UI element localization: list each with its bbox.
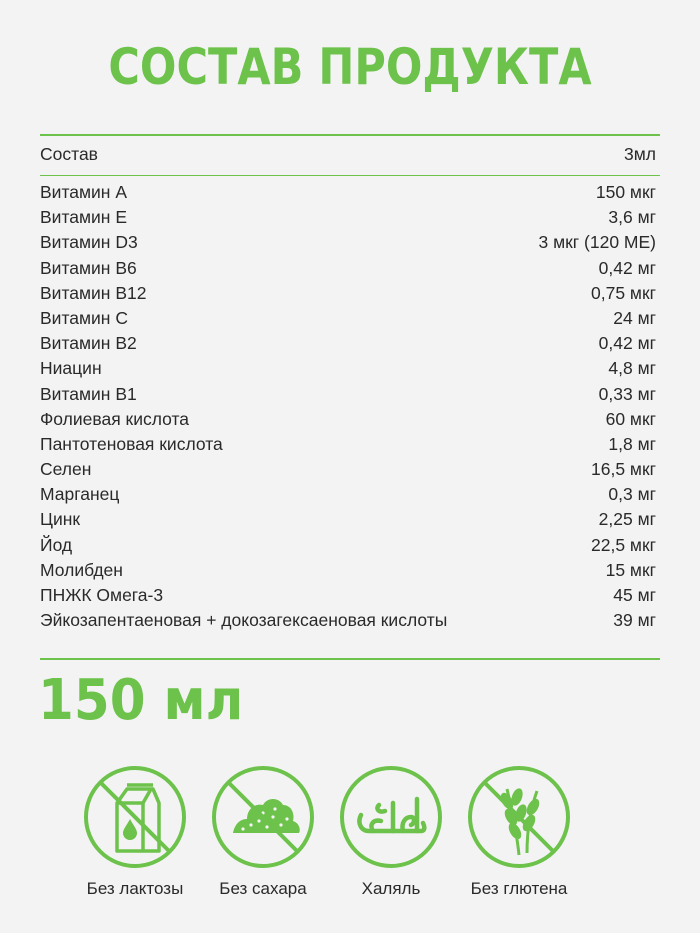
row-amount: 1,8 мг bbox=[608, 433, 656, 454]
row-name: Витамин В12 bbox=[40, 282, 147, 303]
row-name: Цинк bbox=[40, 509, 81, 530]
table-row bbox=[40, 256, 656, 281]
table-row bbox=[40, 558, 656, 583]
row-amount: 45 мг bbox=[613, 585, 656, 605]
badges-row bbox=[86, 765, 622, 905]
table-row bbox=[40, 331, 656, 356]
badge-gluten-free bbox=[454, 765, 584, 899]
table-row bbox=[40, 306, 656, 331]
table-row bbox=[40, 533, 656, 558]
row-name: Пантотеновая кислота bbox=[40, 433, 223, 454]
row-name: Витамин В1 bbox=[40, 383, 137, 404]
row-name: Эйкозапентаеновая + докозагексаеновая кислоты bbox=[40, 610, 448, 631]
row-amount: 3,6 мг bbox=[608, 207, 656, 228]
row-amount: 0,33 мг bbox=[598, 383, 656, 404]
row-amount: 0,3 мг bbox=[608, 484, 656, 505]
row-amount: 16,5 мкг bbox=[591, 459, 656, 480]
table-row bbox=[40, 205, 656, 230]
badge-halal bbox=[326, 765, 456, 899]
row-name: Йод bbox=[40, 534, 73, 555]
row-amount: 15 мкг bbox=[605, 559, 656, 580]
badge-halal-label: Халяль bbox=[361, 879, 421, 898]
table-row bbox=[40, 356, 656, 381]
table-body bbox=[40, 180, 656, 633]
row-name: Витамин Е bbox=[40, 207, 128, 228]
header-name: Состав bbox=[40, 144, 98, 164]
row-amount: 39 мг bbox=[613, 610, 656, 631]
table-row bbox=[40, 382, 656, 407]
table-row bbox=[40, 230, 656, 255]
badge-lactose-free bbox=[70, 765, 200, 899]
table-header bbox=[40, 136, 656, 172]
row-name: ПНЖК Омега-3 bbox=[40, 585, 164, 605]
row-amount: 24 мг bbox=[613, 307, 656, 328]
row-name: Ниацин bbox=[40, 358, 102, 379]
row-amount: 2,25 мг bbox=[598, 509, 656, 530]
composition-table bbox=[40, 136, 656, 633]
badge-sugar-free-label: Без сахара bbox=[219, 879, 307, 898]
row-name: Селен bbox=[40, 459, 92, 480]
table-row bbox=[40, 281, 656, 306]
row-amount: 0,42 мг bbox=[598, 257, 656, 278]
row-amount: 22,5 мкг bbox=[591, 534, 656, 555]
bottom-divider bbox=[40, 658, 660, 660]
table-row bbox=[40, 482, 656, 507]
header-amount: 3мл bbox=[624, 144, 656, 164]
row-name: Витамин В2 bbox=[40, 333, 137, 354]
row-amount: 0,75 мкг bbox=[591, 282, 656, 303]
row-amount: 4,8 мг bbox=[608, 358, 656, 379]
table-row bbox=[40, 507, 656, 532]
row-amount: 60 мкг bbox=[605, 408, 656, 429]
row-amount: 150 мкг bbox=[595, 182, 656, 202]
halal-icon bbox=[339, 765, 443, 869]
gluten-free-icon bbox=[467, 765, 571, 869]
row-name: Витамин D3 bbox=[40, 232, 138, 253]
table-row bbox=[40, 608, 656, 633]
page-title: СОСТАВ ПРОДУКТА bbox=[108, 38, 592, 96]
row-name: Молибден bbox=[40, 559, 123, 580]
row-name: Марганец bbox=[40, 484, 120, 505]
row-name: Витамин А bbox=[40, 182, 128, 202]
table-row bbox=[40, 432, 656, 457]
badge-lactose-free-label: Без лактозы bbox=[86, 879, 184, 898]
row-name: Витамин В6 bbox=[40, 257, 137, 278]
table-row bbox=[40, 583, 656, 608]
row-name: Фолиевая кислота bbox=[40, 408, 190, 429]
badge-gluten-free-label: Без глютена bbox=[470, 879, 568, 898]
table-row bbox=[40, 457, 656, 482]
table-row bbox=[40, 180, 656, 205]
row-amount: 0,42 мг bbox=[598, 333, 656, 354]
badge-sugar-free bbox=[198, 765, 328, 899]
volume-label: 150 мл bbox=[38, 668, 244, 733]
row-name: Витамин С bbox=[40, 307, 128, 328]
table-row bbox=[40, 407, 656, 432]
lactose-free-icon bbox=[83, 765, 187, 869]
row-amount: 3 мкг (120 МЕ) bbox=[538, 232, 656, 253]
sugar-free-icon bbox=[211, 765, 315, 869]
